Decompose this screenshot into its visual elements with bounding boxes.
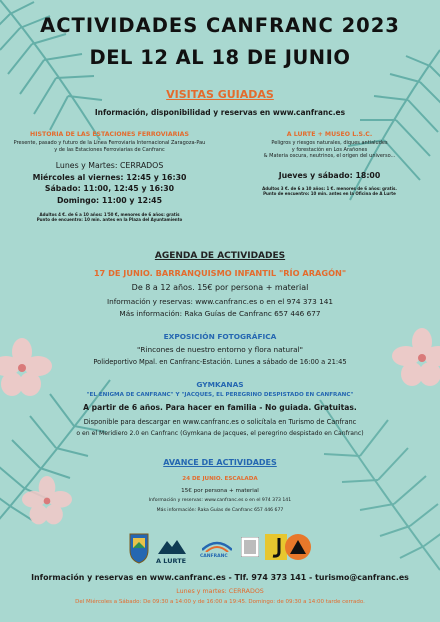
expo-line-2: Polideportivo Mpal. en Canfranc-Estación. Lunes a sábado de 16:00 a 21:45 <box>93 358 347 366</box>
lurte-block <box>222 131 437 196</box>
section-heading-agenda: AGENDA DE ACTIVIDADES <box>154 251 286 261</box>
gymkanas-subtitle: "EL ENIGMA DE CANFRANC" Y "JACQUES, EL PEREGRINO DESPISTADO EN CANFRANC" <box>86 392 354 398</box>
expo-line-1: "Rincones de nuestro entorno y flora natural" <box>137 345 303 354</box>
gymkanas-line-3: o en el Meridiero 2.0 en Canfranc (Gymkana de Jacques, el peregrino despistado en Canfranc) <box>76 430 364 437</box>
page-title: ACTIVIDADES CANFRANC 2023 <box>40 14 400 37</box>
gymkanas-title: GYMKANAS <box>196 380 244 389</box>
historia-schedule-3: Sábado: 11:00, 12:45 y 16:30 <box>44 184 175 193</box>
footer-closed: Lunes y martes: CERRADOS <box>176 588 264 595</box>
historia-desc-1: Presente, pasado y futuro de la Línea Ferroviaria Internacional Zaragoza-Pau <box>13 140 206 146</box>
historia-note-1: Adultos 4 €. de 6 a 10 años: 1'50 €, menores de 6 años: gratis <box>39 212 180 217</box>
canfranc-logo-text: CANFRANC <box>200 554 228 559</box>
lurte-desc-3: & Materia oscura, neutrinos, el origen del universo... <box>263 153 396 159</box>
barranquismo-line-2: Información y reservas: www.canfranc.es o en el 974 373 141 <box>106 297 334 306</box>
section-heading-avance: AVANCE DE ACTIVIDADES <box>163 458 277 467</box>
mountain-logo-icon <box>158 538 186 554</box>
lurte-logo-text: A LURTE <box>156 557 187 565</box>
shield-icon <box>128 532 150 564</box>
lurte-schedule-1: Jueves y sábado: 18:00 <box>278 170 381 180</box>
barranquismo-title: 17 DE JUNIO. BARRANQUISMO INFANTIL "RÍO ARAGÓN" <box>93 268 347 278</box>
historia-note-2: Punto de encuentro: 10 min. antes en la Plaza del Ayuntamiento <box>36 217 183 222</box>
lurte-desc-1: Peligros y riesgos naturales, diques antialudes <box>271 140 388 146</box>
footer-contact: Información y reservas en www.canfranc.es - Tlf. 974 373 141 - turismo@canfranc.es <box>31 573 409 582</box>
lurte-note-1: Adultos 3 €. de 6 a 10 años: 1 €. menores de 6 años: gratis. <box>262 186 397 191</box>
square-logo-icon <box>241 537 259 557</box>
escalada-line-3: Más información: Raka Guías de Canfranc 657 446 677 <box>156 508 284 513</box>
historia-schedule-1: Lunes y Martes: CERRADOS <box>55 161 164 170</box>
lurte-title: A LURTE + MUSEO L.S.C. <box>286 131 373 138</box>
historia-schedule-4: Domingo: 11:00 y 12:45 <box>56 195 163 205</box>
canfranc-logo-icon <box>202 536 232 552</box>
expo-title: EXPOSICIÓN FOTOGRÁFICA <box>163 332 277 341</box>
escalada-title: 24 DE JUNIO. ESCALADA <box>182 476 258 482</box>
historia-desc-2: y de las Estaciones Ferroviarias de Canfranc <box>54 146 165 153</box>
barranquismo-line-3: Más información: Raka Guías de Canfranc 657 446 677 <box>119 309 321 318</box>
lurte-desc-2: y forestación en Los Arañones <box>291 146 368 153</box>
historia-block <box>2 131 217 222</box>
lurte-note-2: Punto de encuentro: 10 min. antes en la Oficina de A Lurte <box>263 191 396 196</box>
barranquismo-line-1: De 8 a 12 años. 15€ por persona + material <box>131 283 309 292</box>
orange-logo-icon <box>284 532 312 562</box>
section-heading-visitas: VISITAS GUIADAS <box>166 88 274 101</box>
escalada-line-2: Información y reservas: www.canfranc.es o en el 974 373 141 <box>148 498 292 503</box>
historia-title: HISTORIA DE LAS ESTACIONES FERROVIARIAS <box>30 131 189 138</box>
gymkanas-line-2: Disponible para descargar en www.canfranc.es o solicítala en Turismo de Canfranc <box>83 418 357 426</box>
escalada-line-1: 15€ por persona + material <box>181 488 259 494</box>
page-subtitle: DEL 12 AL 18 DE JUNIO <box>89 46 351 69</box>
historia-schedule-2: Miércoles al viernes: 12:45 y 16:30 <box>32 172 187 182</box>
gymkanas-line-1: A partir de 6 años. Para hacer en familia - No guiada. Gratuitas. <box>83 403 357 412</box>
visitas-info: Información, disponibilidad y reservas en www.canfranc.es <box>94 108 346 117</box>
footer-hours: Del Miércoles a Sábado: De 09:30 a 14:00 y de 16:00 a 19:45. Domingo: de 09:30 a 14:00 tarde cerrado. <box>75 599 365 605</box>
